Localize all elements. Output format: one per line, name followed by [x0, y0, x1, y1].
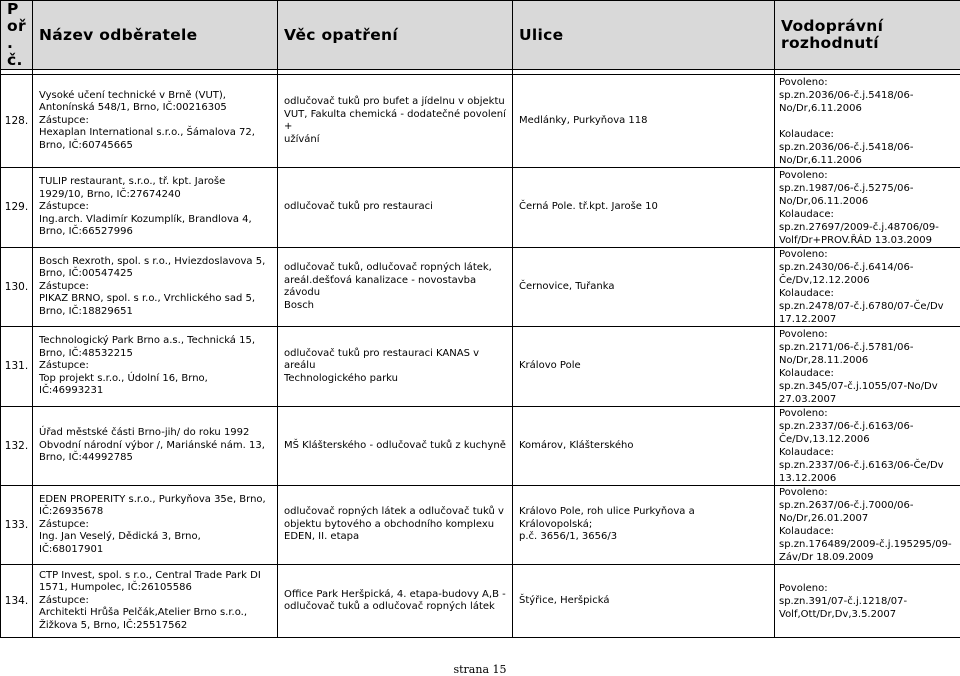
decision-line: Kolaudace:	[779, 446, 954, 459]
decision-line: Povoleno:	[779, 76, 954, 89]
subject-line: odlučovač tuků pro restauraci KANAS v areálu	[284, 348, 506, 373]
decision-cell	[775, 407, 960, 486]
table-row	[1, 75, 960, 168]
customer-line: 1929/10, Brno, IČ:27674240	[39, 189, 271, 202]
decision-line: sp.zn.2171/06-č.j.5781/06-	[779, 341, 954, 354]
header-customer: Název odběratele	[33, 1, 278, 70]
decision-cell	[775, 327, 960, 407]
decision-line	[779, 115, 954, 128]
subject-line: užívání	[284, 134, 506, 147]
decision-line: No/Dr,6.11.2006	[779, 102, 954, 115]
decision-line: Volf/Dr+PROV.ŘÁD 13.03.2009	[779, 234, 954, 247]
street-cell	[513, 565, 775, 638]
street-cell	[513, 75, 775, 168]
subject-line: areál.dešťová kanalizace - novostavba závodu	[284, 275, 506, 300]
street-line: Královo Pole, roh ulice Purkyňova a Královopolská;	[519, 506, 768, 531]
customer-line: Obvodní národní výbor /, Mariánské nám. 13,	[39, 440, 271, 453]
header-subject: Věc opatření	[278, 1, 513, 70]
subject-line: odlučovač tuků pro restauraci	[284, 201, 506, 214]
customer-line: Úřad městské části Brno-jih/ do roku 1992	[39, 427, 271, 440]
decision-line: Volf,Ott/Dr,Dv,3.5.2007	[779, 608, 954, 621]
customer-line: TULIP restaurant, s.r.o., tř. kpt. Jaroše	[39, 176, 271, 189]
row-number: 128.	[1, 75, 33, 168]
header-decision: Vodoprávní rozhodnutí	[775, 1, 960, 70]
customer-line: CTP Invest, spol. s r.o., Central Trade Park DI	[39, 570, 271, 583]
customer-line: Zástupce:	[39, 115, 271, 128]
subject-line: Technologického parku	[284, 373, 506, 386]
street-cell	[513, 248, 775, 327]
customer-line: Brno, IČ:60745665	[39, 140, 271, 153]
decision-line: Povoleno:	[779, 328, 954, 341]
subject-line: MŠ Klášterského - odlučovač tuků z kuchyně	[284, 440, 506, 453]
decision-line: Povoleno:	[779, 407, 954, 420]
decision-line: sp.zn.2478/07-č.j.6780/07-Če/Dv	[779, 300, 954, 313]
street-line: Komárov, Klášterského	[519, 440, 768, 453]
subject-line: EDEN, II. etapa	[284, 531, 506, 544]
row-number: 131.	[1, 327, 33, 407]
customer-line: EDEN PROPERITY s.r.o., Purkyňova 35e, Brno,	[39, 494, 271, 507]
decision-line: Kolaudace:	[779, 287, 954, 300]
street-cell	[513, 407, 775, 486]
customer-line: Zástupce:	[39, 360, 271, 373]
decision-line: sp.zn.1987/06-č.j.5275/06-	[779, 182, 954, 195]
customer-line: Zástupce:	[39, 281, 271, 294]
customer-line: Top projekt s.r.o., Údolní 16, Brno,	[39, 373, 271, 386]
header-street: Ulice	[513, 1, 775, 70]
table-row	[1, 486, 960, 565]
subject-cell	[278, 327, 513, 407]
customer-line: Architekti Hrůša Pelčák,Atelier Brno s.r.o.,	[39, 607, 271, 620]
customer-cell	[33, 486, 278, 565]
decision-line: Kolaudace:	[779, 128, 954, 141]
customer-line: Brno, IČ:48532215	[39, 348, 271, 361]
subject-line: Bosch	[284, 300, 506, 313]
customer-cell	[33, 168, 278, 248]
decision-line: Povoleno:	[779, 582, 954, 595]
decision-line: Povoleno:	[779, 486, 954, 499]
subject-cell	[278, 486, 513, 565]
street-line: p.č. 3656/1, 3656/3	[519, 531, 768, 544]
customer-line: Brno, IČ:18829651	[39, 306, 271, 319]
table-row	[1, 565, 960, 638]
decision-line: No/Dr,26.01.2007	[779, 512, 954, 525]
customer-cell	[33, 248, 278, 327]
customer-line: Ing.arch. Vladimír Kozumplík, Brandlova 4,	[39, 214, 271, 227]
street-cell	[513, 327, 775, 407]
subject-cell	[278, 565, 513, 638]
subject-cell	[278, 75, 513, 168]
customer-line: Brno, IČ:66527996	[39, 226, 271, 239]
subject-line: objektu bytového a obchodního komplexu	[284, 519, 506, 532]
customer-cell	[33, 75, 278, 168]
customer-line: PIKAZ BRNO, spol. s r.o., Vrchlického sad 5,	[39, 293, 271, 306]
street-line: Černovice, Tuřanka	[519, 281, 768, 294]
decision-cell	[775, 168, 960, 248]
decision-line: sp.zn.27697/2009-č.j.48706/09-	[779, 221, 954, 234]
customer-line: IČ:46993231	[39, 385, 271, 398]
subject-line: odlučovač tuků, odlučovač ropných látek,	[284, 262, 506, 275]
customer-line: Brno, IČ:00547425	[39, 268, 271, 281]
customer-line: Hexaplan International s.r.o., Šámalova 72,	[39, 127, 271, 140]
decision-cell	[775, 486, 960, 565]
header-number: Poř. č.	[1, 1, 33, 70]
customer-line: Vysoké učení technické v Brně (VUT),	[39, 90, 271, 103]
decision-line: sp.zn.2337/06-č.j.6163/06-	[779, 420, 954, 433]
decision-line: Kolaudace:	[779, 525, 954, 538]
customer-cell	[33, 565, 278, 638]
subject-line: VUT, Fakulta chemická - dodatečné povolení +	[284, 109, 506, 134]
decision-line: No/Dr,06.11.2006	[779, 195, 954, 208]
decision-line: Če/Dv,13.12.2006	[779, 433, 954, 446]
customer-line: Technologický Park Brno a.s., Technická 15,	[39, 335, 271, 348]
customer-cell	[33, 327, 278, 407]
row-number: 129.	[1, 168, 33, 248]
decision-line: No/Dr,28.11.2006	[779, 354, 954, 367]
street-line: Černá Pole. tř.kpt. Jaroše 10	[519, 201, 768, 214]
decision-cell	[775, 565, 960, 638]
table-row	[1, 407, 960, 486]
decision-line: Če/Dv,12.12.2006	[779, 274, 954, 287]
subject-cell	[278, 248, 513, 327]
street-line: Medlánky, Purkyňova 118	[519, 115, 768, 128]
decision-line: sp.zn.391/07-č.j.1218/07-	[779, 595, 954, 608]
customer-line: Zástupce:	[39, 595, 271, 608]
decision-line: 17.12.2007	[779, 313, 954, 326]
customer-line: Zástupce:	[39, 519, 271, 532]
row-number: 132.	[1, 407, 33, 486]
table-header-row	[1, 1, 960, 70]
subject-cell	[278, 407, 513, 486]
customer-line: Zástupce:	[39, 201, 271, 214]
street-cell	[513, 168, 775, 248]
customer-cell	[33, 407, 278, 486]
table-row	[1, 327, 960, 407]
customer-line: IČ:68017901	[39, 544, 271, 557]
customer-line: IČ:26935678	[39, 506, 271, 519]
decision-cell	[775, 75, 960, 168]
customer-line: Ing. Jan Veselý, Dědická 3, Brno,	[39, 531, 271, 544]
decision-line: sp.zn.176489/2009-č.j.195295/09-	[779, 538, 954, 551]
table-row	[1, 168, 960, 248]
decision-line: 13.12.2006	[779, 472, 954, 485]
street-line: Královo Pole	[519, 360, 768, 373]
customer-line: Antonínská 548/1, Brno, IČ:00216305	[39, 102, 271, 115]
decision-line: No/Dr,6.11.2006	[779, 154, 954, 167]
decision-line: sp.zn.2036/06-č.j.5418/06-	[779, 89, 954, 102]
decision-line: Povoleno:	[779, 169, 954, 182]
customer-line: Bosch Rexroth, spol. s r.o., Hviezdoslavova 5,	[39, 256, 271, 269]
decision-line: Kolaudace:	[779, 367, 954, 380]
subject-cell	[278, 168, 513, 248]
decision-line: sp.zn.2036/06-č.j.5418/06-	[779, 141, 954, 154]
subject-line: odlučovač tuků a odlučovač ropných látek	[284, 601, 506, 614]
customer-line: Žižkova 5, Brno, IČ:25517562	[39, 620, 271, 633]
table-row	[1, 248, 960, 327]
decision-line: Záv/Dr 18.09.2009	[779, 551, 954, 564]
customer-line: Brno, IČ:44992785	[39, 452, 271, 465]
row-number: 130.	[1, 248, 33, 327]
street-cell	[513, 486, 775, 565]
street-line: Štýřice, Heršpická	[519, 595, 768, 608]
customer-line: 1571, Humpolec, IČ:26105586	[39, 582, 271, 595]
decision-line: Povoleno:	[779, 248, 954, 261]
decision-line: 27.03.2007	[779, 393, 954, 406]
subject-line: odlučovač tuků pro bufet a jídelnu v objektu	[284, 96, 506, 109]
decision-cell	[775, 248, 960, 327]
decision-line: sp.zn.2637/06-č.j.7000/06-	[779, 499, 954, 512]
decision-line: Kolaudace:	[779, 208, 954, 221]
page-number: strana 15	[0, 663, 960, 676]
subject-line: odlučovač ropných látek a odlučovač tuků v	[284, 506, 506, 519]
row-number: 134.	[1, 565, 33, 638]
decision-line: sp.zn.345/07-č.j.1055/07-No/Dv	[779, 380, 954, 393]
subject-line: Office Park Heršpická, 4. etapa-budovy A,B -	[284, 589, 506, 602]
decision-line: sp.zn.2430/06-č.j.6414/06-	[779, 261, 954, 274]
decision-line: sp.zn.2337/06-č.j.6163/06-Če/Dv	[779, 459, 954, 472]
row-number: 133.	[1, 486, 33, 565]
